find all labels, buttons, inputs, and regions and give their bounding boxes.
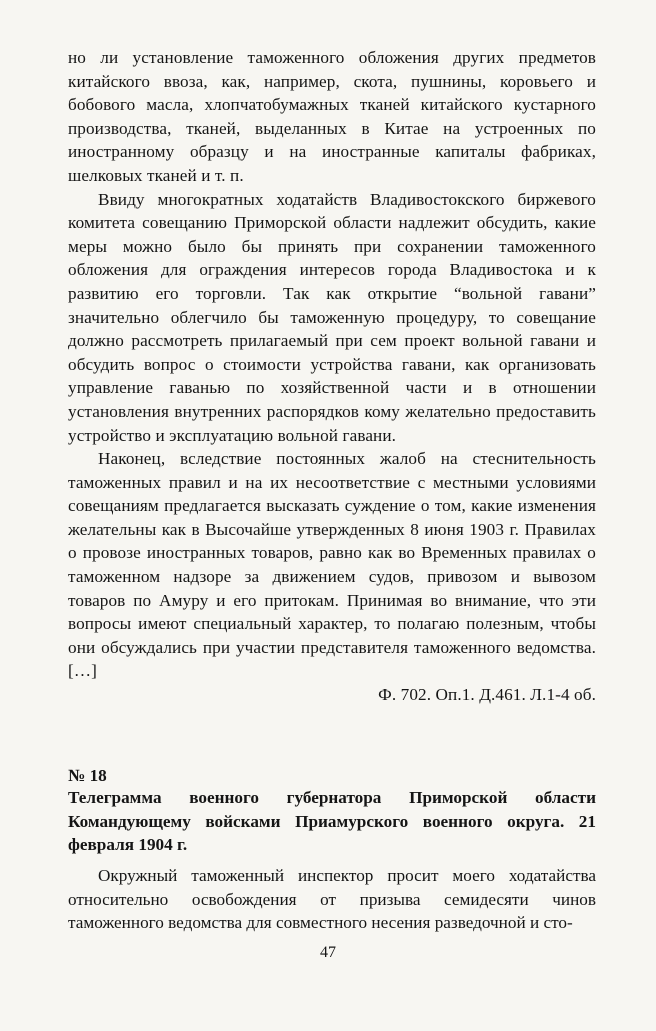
paragraph-2: Ввиду многократных ходатайств Владивостокского биржевого комитета совещанию Приморской области надлежит обсудить, какие меры можно было бы принять при сохранении таможенного обложения для ограждения интересов города Владивостока и к развитию его торговли. Так как открытие “вольной гавани” значительно облегчило бы таможенную процедуру, то совещание должно рассмотреть прилагаемый при сем проект вольной гавани и обсудить вопрос о стоимости устройства гавани, как организовать управление гаванью по хозяйственной части и в отношении установления внутренних распорядков кому желательно предоставить устройство и эксплуатацию вольной гавани.	[68, 189, 596, 445]
document-body: Окружный таможенный инспектор просит моего ходатайства относительно освобождения от призыва семидесяти чинов таможенного ведомства для совместного несения разведочной и сто-	[68, 866, 596, 933]
main-text	[68, 46, 596, 707]
archive-reference: Ф. 702. Оп.1. Д.461. Л.1-4 об.	[378, 685, 596, 705]
page-number: 47	[320, 944, 336, 961]
paragraph-3: Наконец, вследствие постоянных жалоб на стеснительность таможенных правил и на их несоответствие с местными условиями совещаниям предлагается высказать суждение о том, какие изменения желательны как в Высочайше утвержденных 8 июня 1903 г. Правилах о провозе иностранных товаров, равно как во Временных правилах о таможенном надзоре за движением судов, привозом и вывозом товаров по Амуру и его притокам. Принимая во внимание, что эти вопросы имеют специальный характер, то полагаю полезным, чтобы они обсуждались при участии представителя таможенного ведомства. […]	[68, 449, 596, 681]
paragraph-1: но ли установление таможенного обложения других предметов китайского ввоза, как, например, скота, пушнины, коровьего и бобового масла, хлопчатобумажных тканей китайского кустарного производства, тканей, выделанных в Китае на устроенных по иностранному образцу и на иностранные капиталы фабриках, шелковых тканей и т. п.	[68, 48, 596, 185]
document-title: Телеграмма военного губернатора Приморской области Командующему войсками Приамурского военного округа. 21 февраля 1904 г.	[68, 788, 596, 855]
document-number: № 18	[68, 766, 107, 785]
